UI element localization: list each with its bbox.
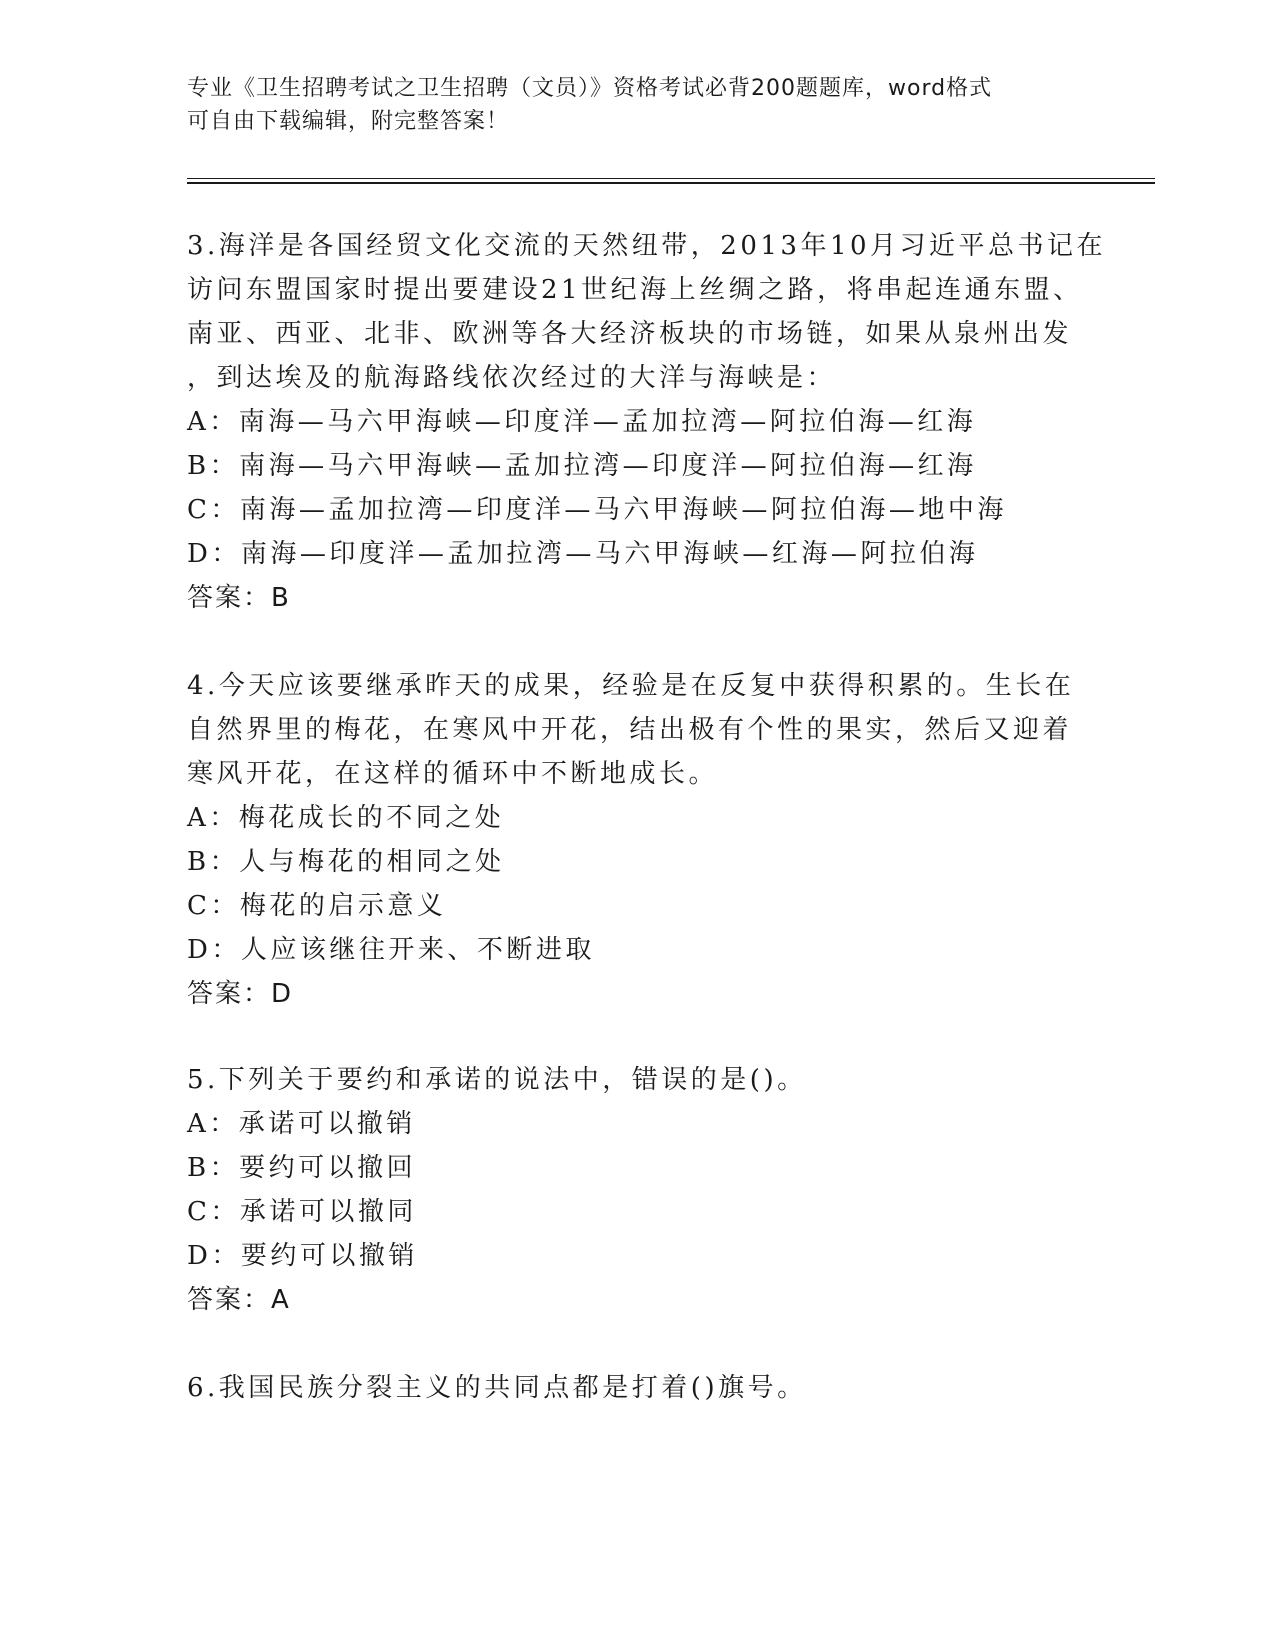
question-6-stem-line-1: 6.我国民族分裂主义的共同点都是打着()旗号。 (187, 1373, 807, 1403)
question-3-option-d: D：南海—印度洋—孟加拉湾—马六甲海峡—红海—阿拉伯海 (187, 539, 979, 569)
question-3-option-a: A：南海—马六甲海峡—印度洋—孟加拉湾—阿拉伯海—红海 (187, 407, 977, 437)
question-5-option-b: B：要约可以撤回 (187, 1153, 417, 1183)
question-5-option-d: D：要约可以撤销 (187, 1241, 418, 1271)
question-4-stem-line-3: 寒风开花，在这样的循环中不断地成长。 (187, 759, 719, 789)
question-3-stem-line-2: 访问东盟国家时提出要建设21世纪海上丝绸之路，将串起连通东盟、 (187, 275, 1083, 305)
document-header (187, 72, 1087, 138)
question-4-option-b: B：人与梅花的相同之处 (187, 847, 505, 877)
question-3-answer: 答案：B (187, 583, 291, 613)
question-4-stem-line-2: 自然界里的梅花，在寒风中开花，结出极有个性的果实，然后又迎着 (187, 715, 1073, 745)
question-5-answer: 答案：A (187, 1285, 291, 1315)
question-4-stem-line-1: 4.今天应该要继承昨天的成果，经验是在反复中获得积累的。生长在 (187, 671, 1075, 701)
question-3-option-b: B：南海—马六甲海峡—孟加拉湾—印度洋—阿拉伯海—红海 (187, 451, 977, 481)
question-3-option-c: C：南海—孟加拉湾—印度洋—马六甲海峡—阿拉伯海—地中海 (187, 495, 1007, 525)
question-5-stem-line-1: 5.下列关于要约和承诺的说法中，错误的是()。 (187, 1065, 807, 1095)
question-4-option-d: D：人应该继往开来、不断进取 (187, 935, 595, 965)
header-line-2: 可自由下载编辑，附完整答案！ (187, 109, 510, 134)
question-4-answer: 答案：D (187, 979, 294, 1009)
question-3-stem-line-1: 3.海洋是各国经贸文化交流的天然纽带，2013年10月习近平总书记在 (187, 231, 1107, 261)
question-5-option-a: A：承诺可以撤销 (187, 1109, 416, 1139)
header-rule-thick (187, 182, 1155, 184)
question-4-option-a: A：梅花成长的不同之处 (187, 803, 505, 833)
question-3-stem-line-3: 南亚、西亚、北非、欧洲等各大经济板块的市场链，如果从泉州出发 (187, 319, 1073, 349)
question-3-stem-line-4: ，到达埃及的航海路线依次经过的大洋与海峡是： (187, 363, 837, 393)
question-5-option-c: C：承诺可以撤同 (187, 1197, 417, 1227)
header-line-1: 专业《卫生招聘考试之卫生招聘（文员）》资格考试必背200题题库，word格式 (187, 76, 993, 101)
header-rule-thin (187, 178, 1155, 179)
question-4-option-c: C：梅花的启示意义 (187, 891, 447, 921)
